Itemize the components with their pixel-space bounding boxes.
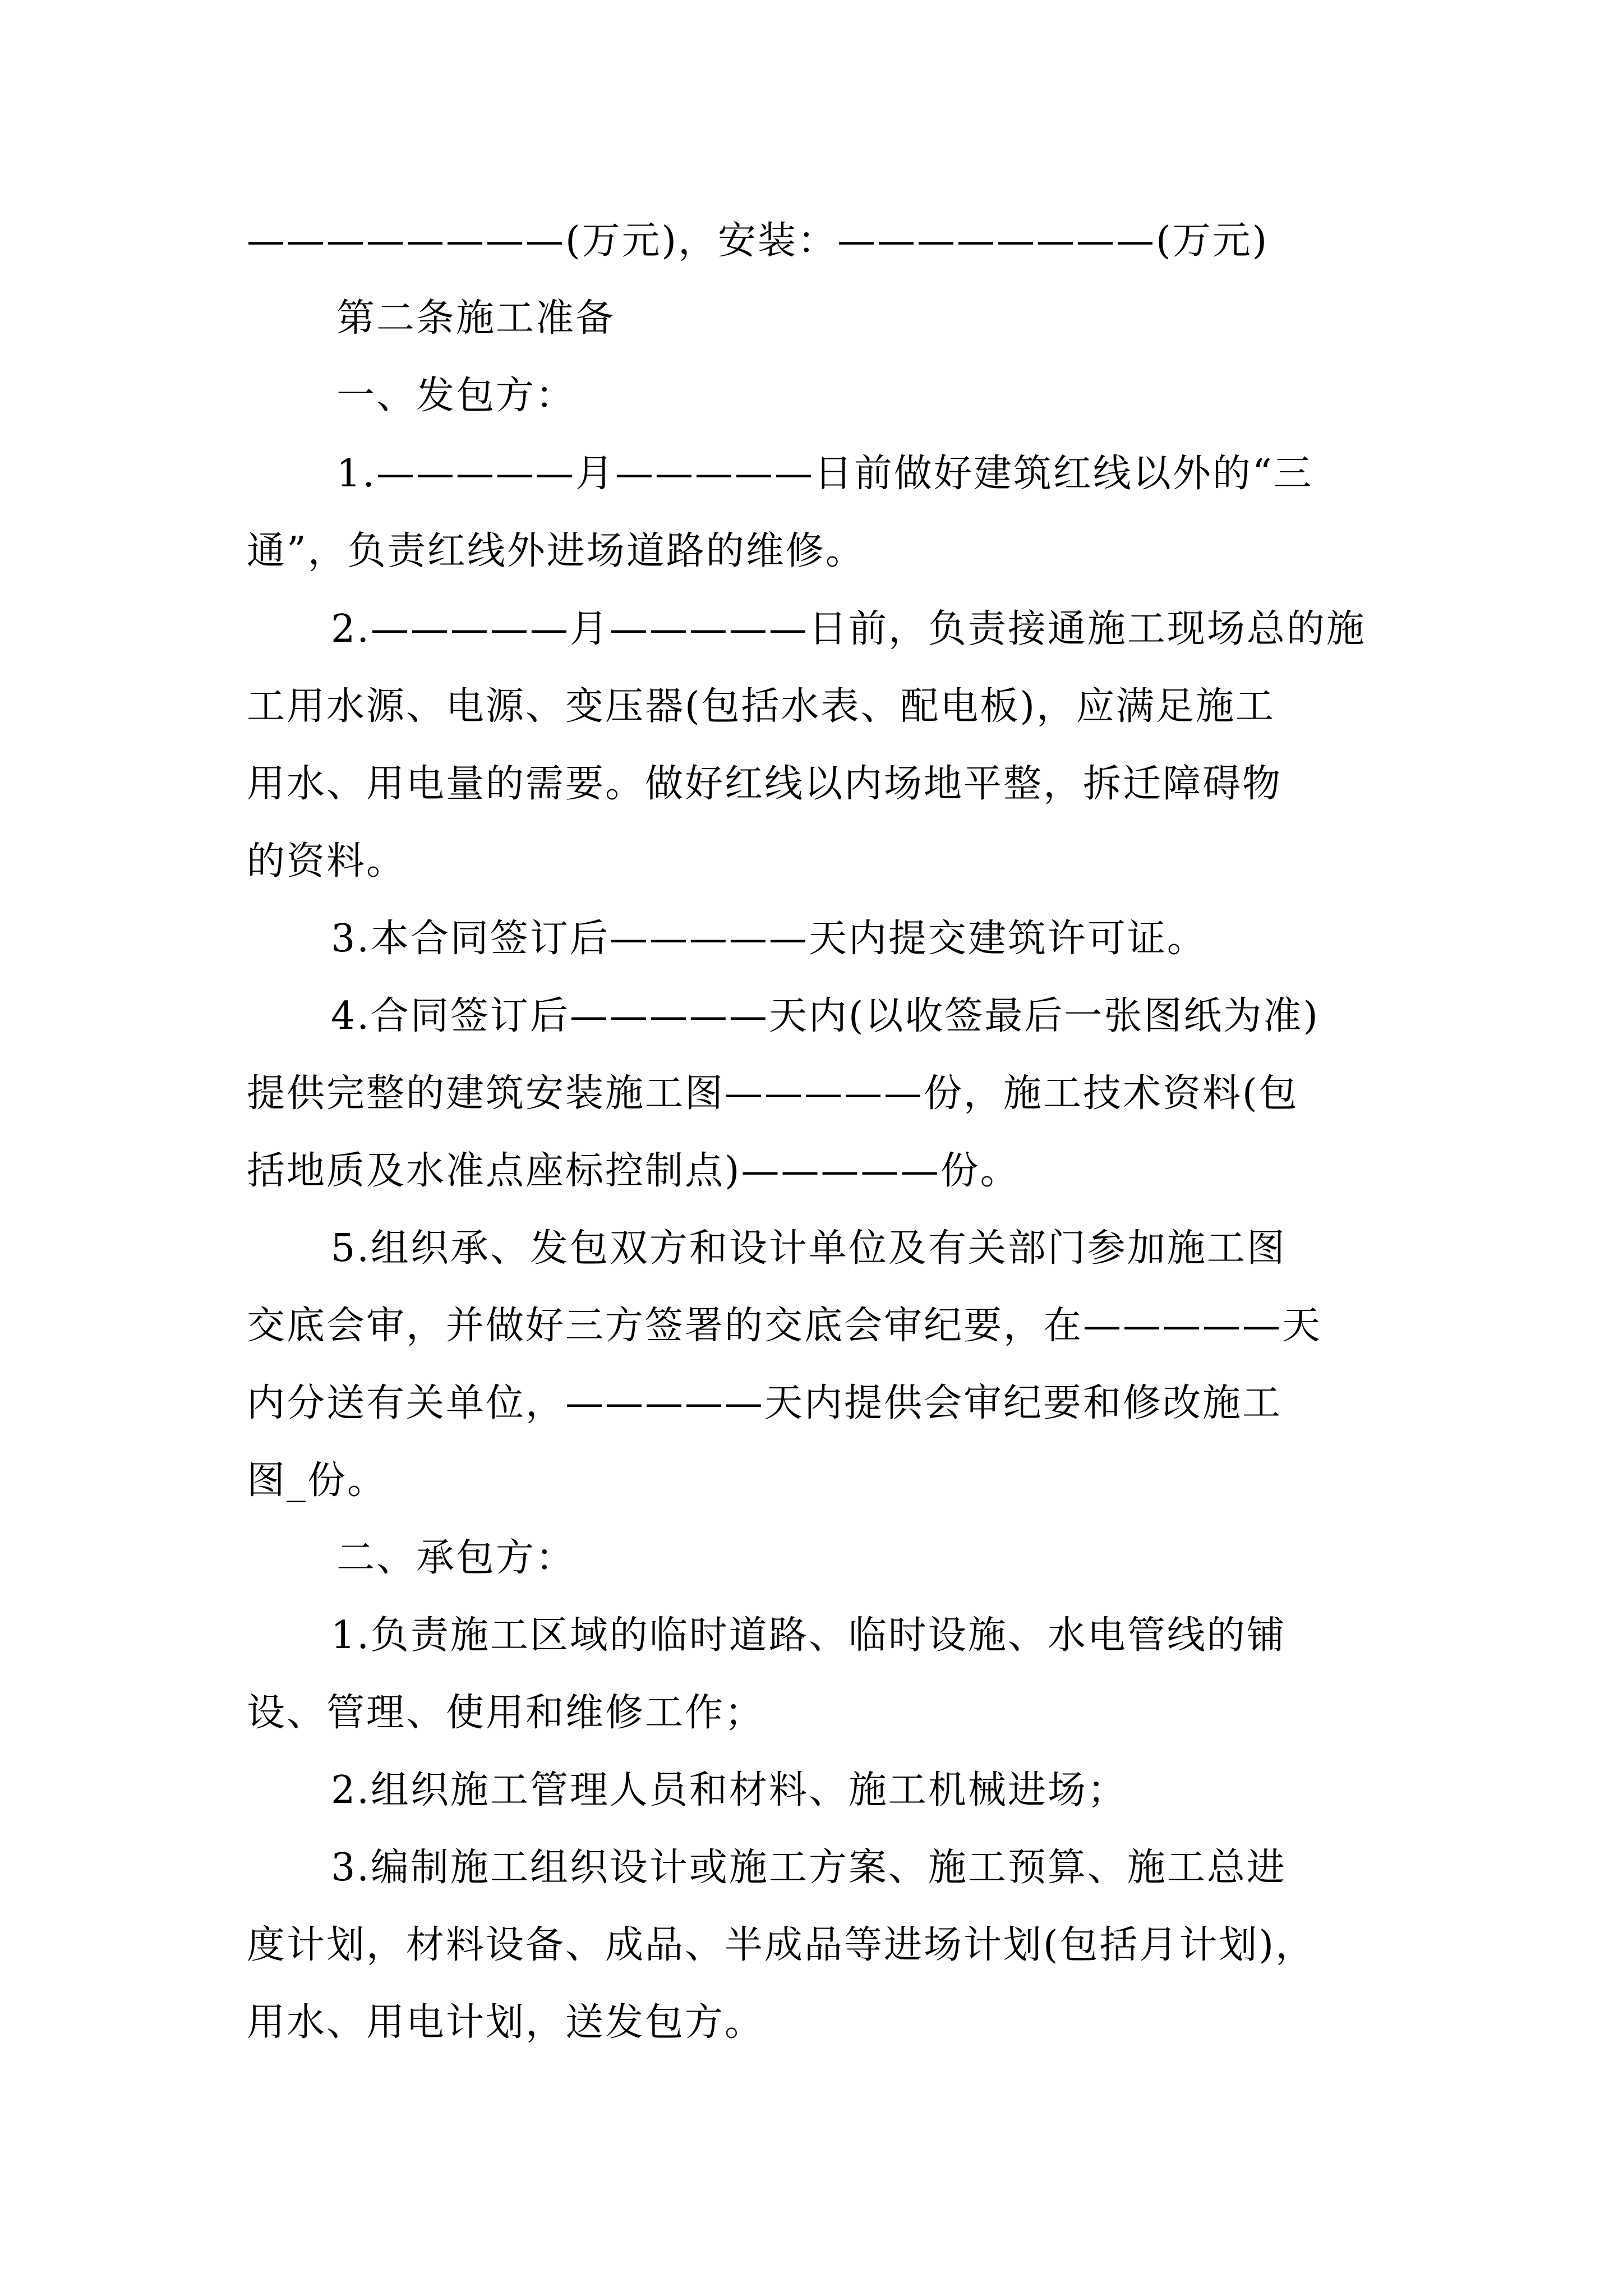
text-line-employer-item-4: 4.合同签订后—————天内(以收签最后一张图纸为准) — [331, 994, 1320, 1038]
text-line-employer-item-2-cont-3: 的资料。 — [247, 839, 407, 884]
text-line-employer-item-2: 2.—————月—————日前，负责接通施工现场总的施 — [331, 607, 1366, 651]
text-line-contractor-item-2: 2.组织施工管理人员和材料、施工机械进场； — [331, 1768, 1127, 1812]
text-line-contractor-item-3-cont-1: 度计划，材料设备、成品、半成品等进场计划(包括月计划)， — [247, 1923, 1316, 1967]
text-line-employer-item-5-cont-2: 内分送有关单位，—————天内提供会审纪要和修改施工 — [247, 1381, 1283, 1425]
text-line-employer-item-5-cont-3: 图_份。 — [247, 1458, 388, 1503]
text-line-employer-item-1: 1.—————月—————日前做好建筑红线以外的“三 — [336, 452, 1313, 496]
text-line-employer-item-4-cont-1: 提供完整的建筑安装施工图—————份，施工技术资料(包 — [247, 1071, 1299, 1116]
text-line-employer-item-4-cont-2: 括地质及水准点座标控制点)—————份。 — [247, 1149, 1020, 1193]
text-line-employer-item-3: 3.本合同签订后—————天内提交建筑许可证。 — [331, 917, 1207, 961]
text-line-employer-item-5-cont-1: 交底会审，并做好三方签署的交底会审纪要，在—————天 — [247, 1304, 1322, 1348]
text-line-employer-item-2-cont-1: 工用水源、电源、变压器(包括水表、配电板)，应满足施工 — [247, 684, 1276, 729]
text-line-employer-item-5: 5.组织承、发包双方和设计单位及有关部门参加施工图 — [331, 1226, 1287, 1271]
text-line-contractor-item-3-cont-2: 用水、用电计划，送发包方。 — [247, 2000, 765, 2045]
section-heading-construction-prep: 第二条施工准备 — [336, 296, 616, 341]
text-line-contractor-item-1-cont: 设、管理、使用和维修工作； — [247, 1691, 765, 1735]
text-line-employer-item-1-cont: 通”，负责红线外进场道路的维修。 — [247, 529, 865, 573]
text-line-contractor-item-1: 1.负责施工区域的临时道路、临时设施、水电管线的铺 — [331, 1613, 1287, 1658]
text-line-contractor-item-3: 3.编制施工组织设计或施工方案、施工预算、施工总进 — [331, 1846, 1287, 1890]
subheading-employer: 一、发包方： — [336, 374, 576, 418]
subheading-contractor: 二、承包方： — [336, 1536, 576, 1580]
text-line-cost: ————————(万元)，安装：————————(万元) — [247, 219, 1269, 263]
text-line-employer-item-2-cont-2: 用水、用电量的需要。做好红线以内场地平整，拆迁障碍物 — [247, 762, 1283, 806]
